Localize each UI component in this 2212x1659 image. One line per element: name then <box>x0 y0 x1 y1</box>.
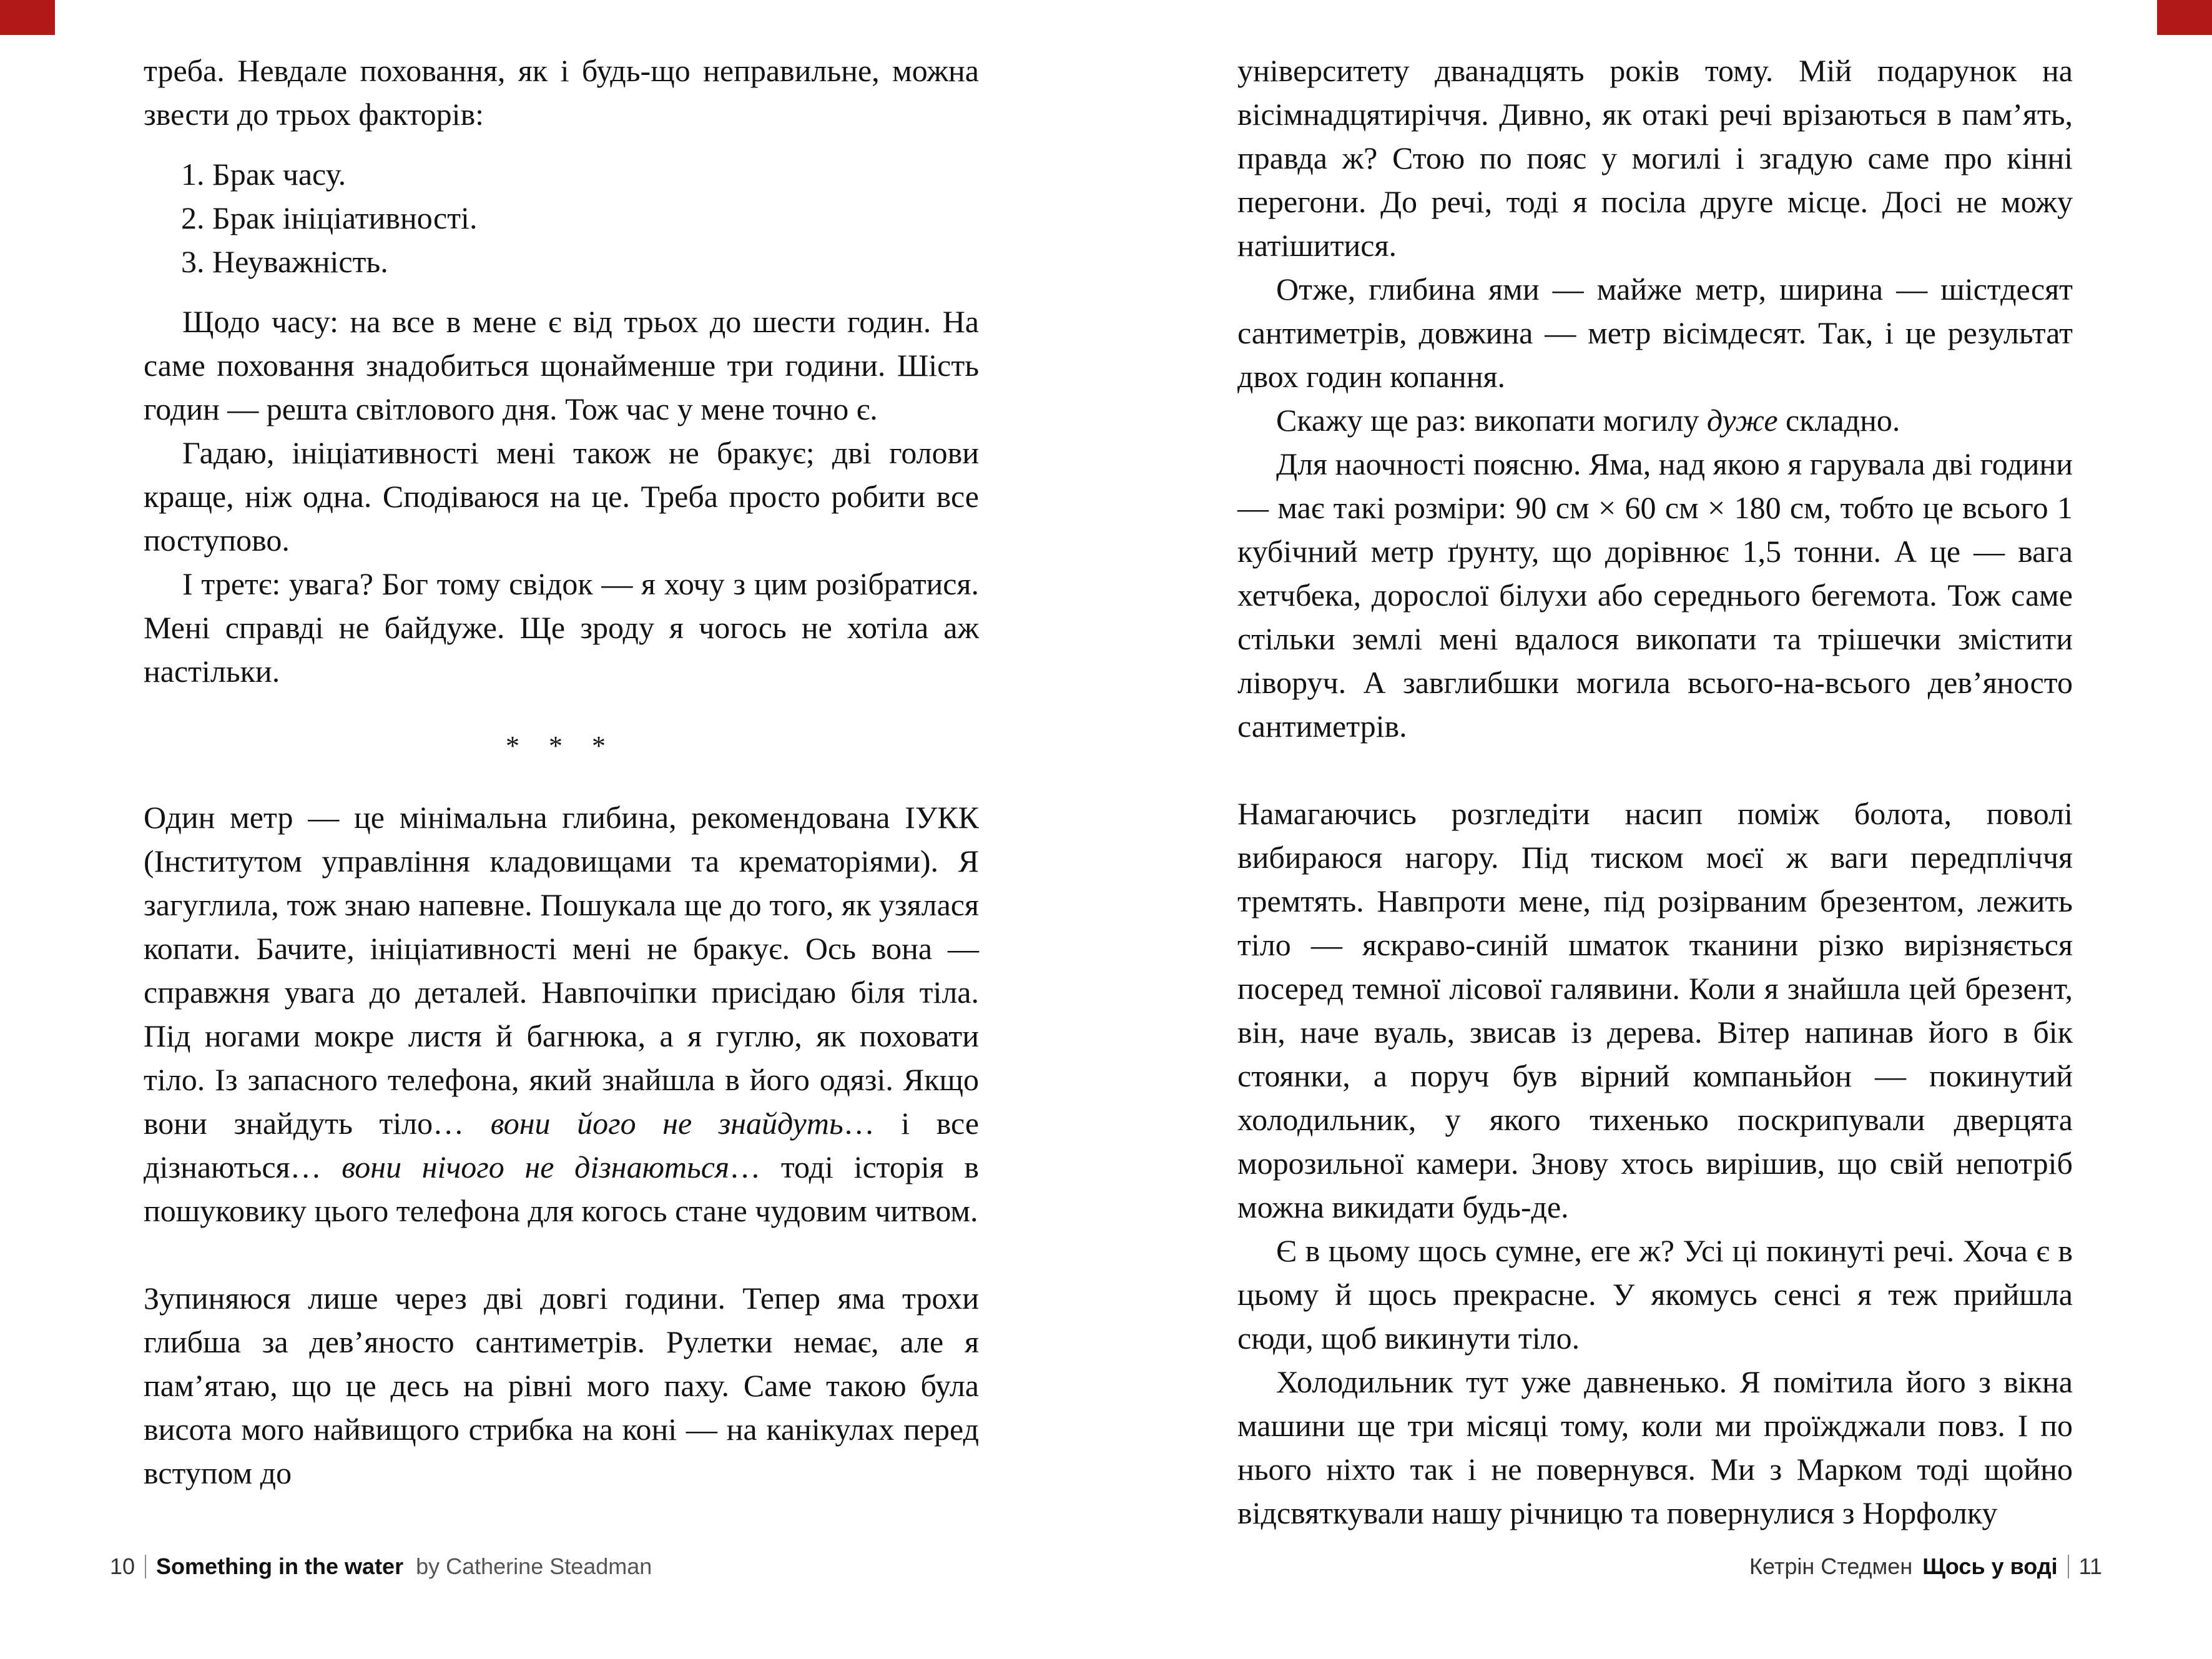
page-number: 11 <box>2078 1553 2102 1579</box>
book-title: Щось у воді <box>1922 1553 2058 1579</box>
list-item: 1. Брак часу. <box>181 157 347 192</box>
book-title: Something in the water <box>156 1553 404 1579</box>
left-page-footer <box>110 1553 652 1580</box>
book-byline: by Catherine Steadman <box>416 1553 652 1579</box>
footer-divider <box>145 1555 146 1578</box>
paragraph: І третє: увага? Бог тому свідок — я хочу з цим розібратися. Мені справді не байдуже. Ще зроду я чогось не хотіла аж настільки. <box>144 566 979 689</box>
footer-divider <box>2068 1555 2069 1578</box>
paragraph: Отже, глибина ями — майже метр, ширина — шістдесят сантиметрів, довжина — метр вісімдесят. Так, і це результат двох годин копання. <box>1237 272 2073 394</box>
left-page-text-column <box>144 49 979 1495</box>
book-author: Кетрін Стедмен <box>1749 1553 1913 1579</box>
paragraph: Щодо часу: на все в мене є від трьох до шести годин. На саме поховання знадобиться щонайменше три години. Шість годин — решта світлового дня. Тож час у мене точно є. <box>144 304 979 426</box>
right-page-text-column <box>1237 49 2073 1535</box>
corner-mark-top-right <box>2157 0 2212 35</box>
paragraph: треба. Невдале поховання, як і будь-що неправильне, можна звести до трьох факторів: <box>144 53 979 132</box>
list-item: 2. Брак ініціативності. <box>181 200 478 235</box>
paragraph: Один метр — це мінімальна глибина, рекомендована ІУКК (Інститутом управління кладовищами та крематоріями). Я загуглила, тож знаю напевне. Пошукала ще до того, як узялася копати. Бачите, ініціативності мені не бракує. Ось вона — справжня увага до деталей. Навпочіпки присідаю біля тіла. Під ногами мокре листя й багнюка, а я гуглю, як поховати тіло. Із запасного телефона, який знайшла в його одязі. Якщо вони знайдуть тіло… вони його не знайдуть… і все дізнаються… вони нічого не дізнаються… тоді історія в пошуковику цього телефона для когось стане чудовим читвом. <box>144 800 980 1228</box>
list-item: 3. Неуважність. <box>181 244 388 279</box>
paragraph: Скажу ще раз: викопати могилу дуже складно. <box>1276 403 1900 438</box>
paragraph: Є в цьому щось сумне, еге ж? Усі ці покинуті речі. Хоча є в цьому й щось прекрасне. У якомусь сенсі я теж прийшла сюди, щоб викинути тіло. <box>1237 1233 2073 1356</box>
right-page-footer <box>1749 1553 2102 1580</box>
paragraph: Для наочності поясню. Яма, над якою я гарувала дві години — має такі розміри: 90 см × 60 см × 180 см, тобто це всього 1 кубічний метр ґрунту, що дорівнює 1,5 тонни. А це — вага хетчбека, дорослої білухи або середнього бегемота. Тож саме стільки землі мені вдалося викопати та трішечки змістити ліворуч. А завглибшки могила всього-на-всього дев’яносто сантиметрів. <box>1237 446 2073 744</box>
scene-break: * * * <box>506 731 617 761</box>
corner-mark-top-left <box>0 0 55 35</box>
paragraph: Холодильник тут уже давненько. Я помітила його з вікна машини ще три місяці тому, коли ми проїжджали повз. І по нього ніхто так і не повернувся. Ми з Марком тоді щойно відсвяткували нашу річницю та повернулися з Норфолку <box>1237 1364 2073 1530</box>
paragraph: університету дванадцять років тому. Мій подарунок на вісімнадцятиріччя. Дивно, як отакі речі врізаються в пам’ять, правда ж? Стою по пояс у могилі і згадую саме про кінні перегони. До речі, тоді я посіла друге місце. Досі не можу натішитися. <box>1237 53 2073 263</box>
paragraph: Гадаю, ініціативності мені також не бракує; дві голови краще, ніж одна. Сподіваюся на це. Треба просто робити все поступово. <box>144 435 979 558</box>
page-number: 10 <box>110 1553 135 1579</box>
paragraph: Намагаючись розгледіти насип поміж болота, поволі вибираюся нагору. Під тиском моєї ж ваги передпліччя тремтять. Навпроти мене, під розірваним брезентом, лежить тіло — яскраво-синій шматок тканини різко вирізняється посеред темної лісової галявини. Коли я знайшла цей брезент, він, наче вуаль, звисав із дерева. Вітер напинав його в бік стоянки, а поруч був вірний компаньйон — покинутий холодильник, у якого тихенько поскрипували дверцята морозильної камери. Знову хтось вирішив, що свій непотріб можна викидати будь-де. <box>1237 796 2073 1224</box>
paragraph: Зупиняюся лише через дві довгі години. Тепер яма трохи глибша за дев’яносто сантиметрів. Рулетки немає, але я пам’ятаю, що це десь на рівні мого паху. Саме такою була висота мого найвищого стрибка на коні — на канікулах перед вступом до <box>144 1281 979 1490</box>
